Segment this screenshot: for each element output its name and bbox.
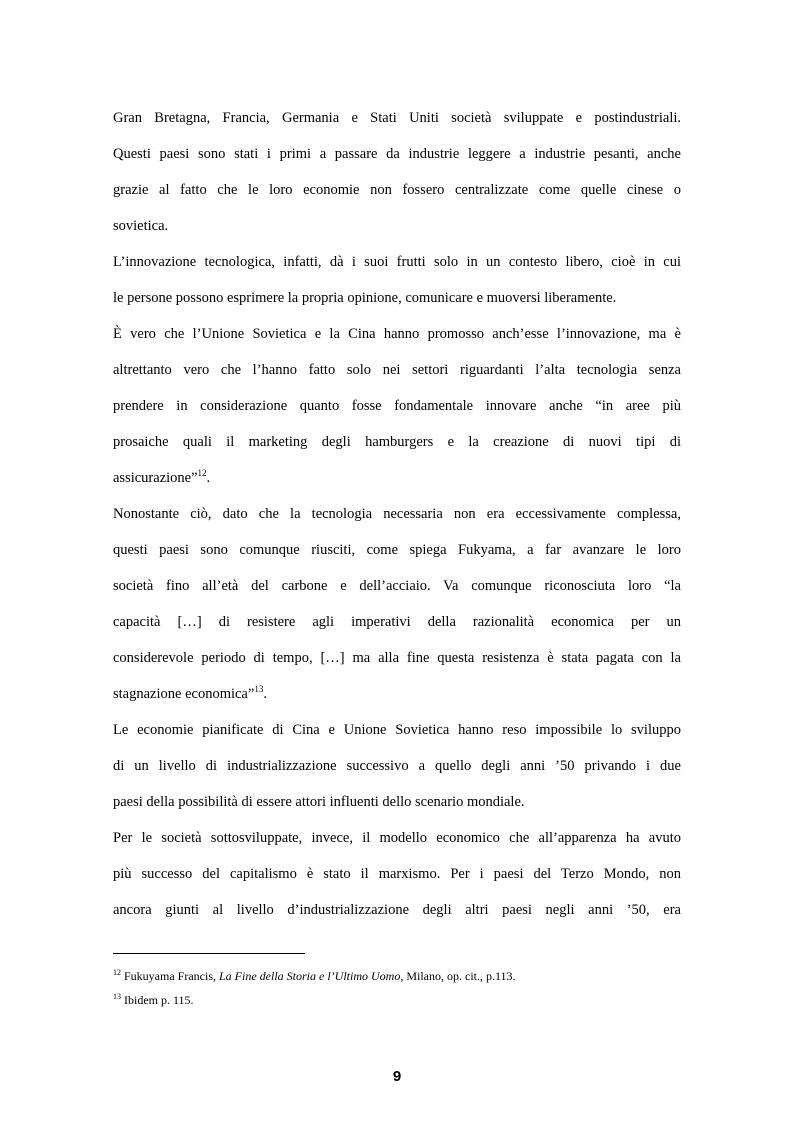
text-line: L’innovazione tecnologica, infatti, dà i suoi frutti solo in un contesto libero, cioè in cui: [113, 254, 681, 270]
text-line-content: assicurazione”: [113, 470, 198, 486]
text-line: prosaiche quali il marketing degli hamburgers e la creazione di nuovi tipi di: [113, 434, 681, 450]
sentence-period: .: [206, 470, 211, 486]
text-line: considerevole periodo di tempo, […] ma alla fine questa resistenza è stata pagata con la: [113, 650, 681, 666]
footnote-text: Fukuyama Francis,: [121, 969, 219, 983]
text-line-content: stagnazione economica”: [113, 686, 255, 702]
text-line: ancora giunti al livello d’industrializzazione degli altri paesi negli anni ’50, era: [113, 902, 681, 918]
text-line: le persone possono esprimere la propria opinione, comunicare e muoversi liberamente.: [113, 290, 617, 306]
text-line: di un livello di industrializzazione successivo a quello degli anni ’50 privando i due: [113, 758, 681, 774]
footnote-reference[interactable]: 13: [254, 684, 264, 695]
text-line: Questi paesi sono stati i primi a passare da industrie leggere a industrie pesanti, anche: [113, 146, 681, 162]
text-line: Le economie pianificate di Cina e Unione Sovietica hanno reso impossibile lo sviluppo: [113, 722, 681, 738]
footnotes: [113, 964, 681, 1012]
footnote-number: 13: [113, 992, 121, 1001]
text-line: È vero che l’Unione Sovietica e la Cina hanno promosso anch’esse l’innovazione, ma è: [113, 326, 681, 342]
footnote-separator: [113, 953, 305, 954]
text-line: Gran Bretagna, Francia, Germania e Stati Uniti società sviluppate e postindustriali.: [113, 110, 681, 126]
text-line: Per le società sottosviluppate, invece, il modello economico che all’apparenza ha avuto: [113, 830, 681, 846]
text-line: capacità […] di resistere agli imperativi della razionalità economica per un: [113, 614, 681, 630]
footnote-13: [113, 988, 681, 1012]
text-line: [113, 460, 681, 496]
text-line: più successo del capitalismo è stato il marxismo. Per i paesi del Terzo Mondo, non: [113, 866, 681, 882]
body-text: [113, 100, 681, 928]
text-line: prendere in considerazione quanto fosse fondamentale innovare anche “in aree più: [113, 398, 681, 414]
text-line: altrettanto vero che l’hanno fatto solo nei settori riguardanti l’alta tecnologia senza: [113, 362, 681, 378]
footnote-text: , Milano, op. cit., p.113.: [400, 969, 516, 983]
text-line: paesi della possibilità di essere attori influenti dello scenario mondiale.: [113, 794, 525, 810]
footnote-12: [113, 964, 681, 988]
footnote-book-title: La Fine della Storia e l’Ultimo Uomo: [219, 969, 401, 983]
text-line: sovietica.: [113, 218, 169, 234]
footnote-number: 12: [113, 968, 121, 977]
text-line: società fino all’età del carbone e dell’acciaio. Va comunque riconosciuta loro “la: [113, 578, 681, 594]
text-line: Nonostante ciò, dato che la tecnologia necessaria non era eccessivamente complessa,: [113, 506, 681, 522]
footnote-reference[interactable]: 12: [197, 468, 207, 479]
text-line: questi paesi sono comunque riusciti, come spiega Fukyama, a far avanzare le loro: [113, 542, 681, 558]
sentence-period: .: [263, 686, 267, 702]
page-number: 9: [392, 1068, 402, 1085]
text-line: grazie al fatto che le loro economie non fossero centralizzate come quelle cinese o: [113, 182, 681, 198]
text-line: [113, 676, 681, 712]
footnote-text: Ibidem p. 115.: [121, 993, 194, 1007]
